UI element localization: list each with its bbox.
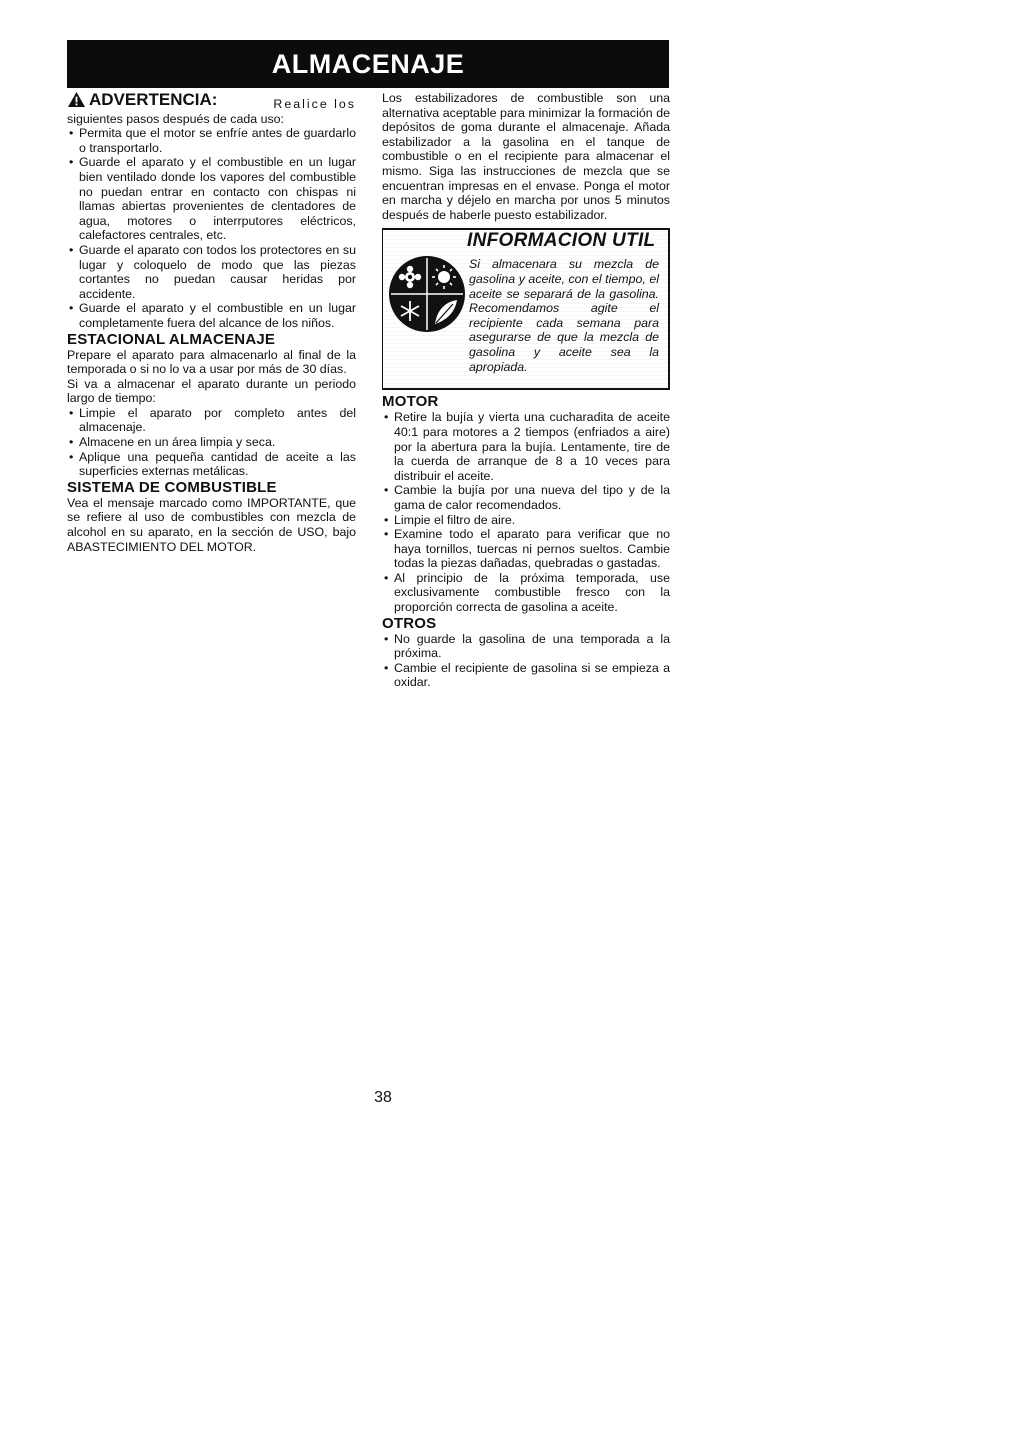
list-item: • Retire la bujía y vierta una cucharadita de aceite 40:1 para motores a 2 tiempos (enfriados a aire) por la abertura para la bujía. Lentamente, tire de la cuerda de arranque de 8 a 10 veces para distribuir el aceite.: [382, 410, 670, 483]
heading-otros: OTROS: [382, 614, 437, 632]
list-item: • Cambie la bujía por una nueva del tipo y de la gama de calor recomendados.: [382, 483, 670, 512]
list-item: • Cambie el recipiente de gasolina si se empieza a oxidar.: [382, 661, 670, 690]
right-column: [382, 91, 670, 690]
info-box: [382, 228, 670, 390]
otros-list: [382, 632, 670, 690]
paragraph: Vea el mensaje marcado como IMPORTANTE, que se refiere al uso de combustibles con mezcla de alcohol en su aparato, en la sección de USO, bajo ABASTECIMIENTO DEL MOTOR.: [67, 495, 356, 554]
left-column: [67, 91, 356, 554]
list-item: • Guarde el aparato con todos los protectores en su lugar y coloquelo de modo que las piezas cortantes no puedan causar heridas por accidente.: [67, 243, 356, 301]
list-item: • Examine todo el aparato para verificar que no haya tornillos, tuercas ni pernos sueltos. Cambie todas la piezas dañadas, quebradas o gastadas.: [382, 527, 670, 571]
list-item: • Limpie el aparato por completo antes del almacenaje.: [67, 406, 356, 435]
list-item: • Aplique una pequeña cantidad de aceite a las superficies externas metálicas.: [67, 450, 356, 479]
heading-estacional: ESTACIONAL ALMACENAJE: [67, 330, 276, 348]
warning-label: ADVERTENCIA:: [89, 90, 218, 109]
estacional-list: [67, 406, 356, 479]
list-item: • Limpie el filtro de aire.: [382, 513, 670, 528]
list-item: • Al principio de la próxima temporada, use exclusivamente combustible fresco con la proporción correcta de gasolina a aceite.: [382, 571, 670, 615]
info-text: Si almacenara su mezcla de gasolina y aceite, con el tiempo, el aceite se separará de la gasolina. Recomendamos agite el recipiente cada semana para asegurarse de que la mezcla de gasolina y aceite sea la apropiada.: [469, 257, 659, 374]
heading-combustible: SISTEMA DE COMBUSTIBLE: [67, 478, 277, 496]
list-item: • Guarde el aparato y el combustible en un lugar bien ventilado donde los vapores del combustible no puedan entrar en contacto con chispas ni llamas abiertas provenientes de clentadores de agua, motores o interrputores eléctricos, calefactores centrales, etc.: [67, 155, 356, 243]
paragraph: Prepare el aparato para almacenarlo al final de la temporada o si no lo va a usar por más de 30 días.: [67, 347, 356, 377]
paragraph: Si va a almacenar el aparato durante un periodo largo de tiempo:: [67, 376, 356, 406]
list-item: • Permita que el motor se enfríe antes de guardarlo o transportarlo.: [67, 126, 356, 155]
list-item: • Guarde el aparato y el combustible en un lugar completamente fuera del alcance de los niños.: [67, 301, 356, 330]
motor-list: [382, 410, 670, 614]
warning-intro: siguientes pasos después de cada uso:: [67, 111, 284, 126]
paragraph: Los estabilizadores de combustible son una alternativa aceptable para minimizar la formación de depósitos de goma durante el almacenaje. Añada estabilizador a la gasolina en el tanque de combustible o en el recipiente para almacenar el mismo. Siga las instrucciones de mezcla que se encuentran impresas en el envase. Ponga el motor en marcha y déjelo en marcha por unos 5 minutos después de haberle puesto estabilizador.: [382, 91, 670, 222]
warning-heading: [67, 91, 356, 112]
seasons-emblem-icon: [387, 254, 467, 334]
info-title: INFORMACION UTIL: [467, 230, 656, 252]
heading-motor: MOTOR: [382, 393, 439, 411]
warning-intro-start: Realice los: [273, 97, 356, 111]
list-item: • Almacene en un área limpia y seca.: [67, 435, 356, 450]
section-title: ALMACENAJE: [271, 48, 465, 79]
list-item: • No guarde la gasolina de una temporada a la próxima.: [382, 632, 670, 661]
section-banner: [67, 40, 669, 88]
page-number: 38: [374, 1089, 392, 1106]
warning-triangle-icon: [67, 91, 86, 108]
warning-list: [67, 126, 356, 330]
